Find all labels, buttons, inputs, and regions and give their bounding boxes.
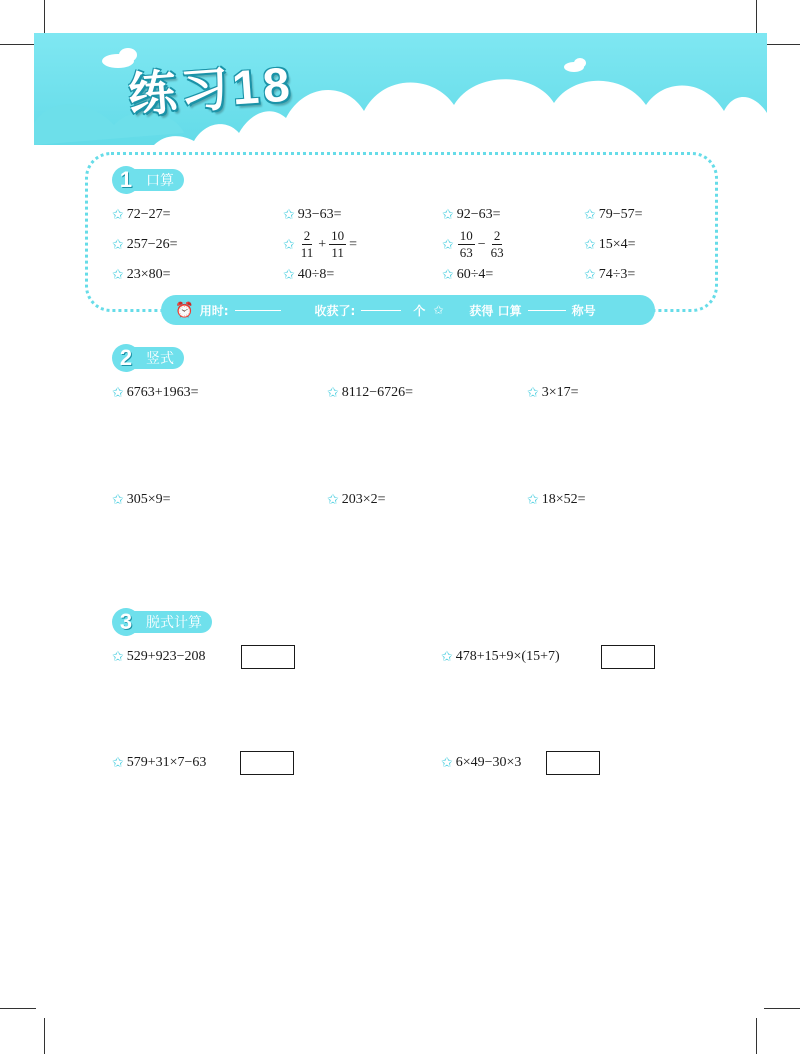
star-icon: ✩ bbox=[327, 492, 339, 508]
stepwise-calc-item: ✩ 6×49−30×3 bbox=[441, 755, 522, 771]
problem-item: ✩ 72−27= bbox=[112, 207, 171, 223]
fraction-problem: ✩ $\frac{10}{63}$ − $\frac{2}{63}$ bbox=[442, 228, 504, 260]
stepwise-calc-item: ✩ 529+923−208 bbox=[112, 649, 206, 665]
score-bar bbox=[161, 295, 655, 325]
section-2-tag bbox=[112, 345, 184, 371]
star-icon: ✩ bbox=[527, 385, 539, 401]
vertical-calc-item: ✩ 3×17= bbox=[527, 385, 579, 401]
harvest-blank[interactable] bbox=[361, 310, 401, 311]
vertical-calc-item: ✩ 6763+1963= bbox=[112, 385, 199, 401]
section-label: 竖式 bbox=[130, 347, 184, 369]
title-suffix: 称号 bbox=[571, 303, 596, 318]
star-icon: ✩ bbox=[442, 236, 454, 253]
fraction: $\frac{2}{63}$ bbox=[490, 228, 504, 260]
problem-item: ✩ 60÷4= bbox=[442, 267, 494, 283]
alarm-clock-icon: ⏰ bbox=[175, 301, 194, 319]
star-icon: ✩ bbox=[112, 649, 124, 665]
star-icon: ✩ bbox=[112, 207, 124, 223]
star-icon: ✩ bbox=[527, 492, 539, 508]
vertical-calc-item: ✩ 203×2= bbox=[327, 492, 386, 508]
star-icon: ✩ bbox=[283, 207, 295, 223]
vertical-calc-item: ✩ 305×9= bbox=[112, 492, 171, 508]
answer-box[interactable] bbox=[240, 751, 294, 775]
section-label: 脱式计算 bbox=[130, 611, 212, 633]
problem-item: ✩ 93−63= bbox=[283, 207, 342, 223]
section-label: 口算 bbox=[130, 169, 184, 191]
time-label: 用时: bbox=[199, 303, 229, 318]
answer-box[interactable] bbox=[241, 645, 295, 669]
stepwise-calc-item: ✩ 579+31×7−63 bbox=[112, 755, 207, 771]
problem-item: ✩ 74÷3= bbox=[584, 267, 636, 283]
award-label: 获得 口算 bbox=[469, 303, 522, 318]
stepwise-calc-item: ✩ 478+15+9×(15+7) bbox=[441, 649, 560, 665]
header-banner bbox=[34, 33, 767, 153]
problem-item: ✩ 15×4= bbox=[584, 237, 636, 253]
answer-box[interactable] bbox=[546, 751, 600, 775]
crop-mark bbox=[44, 1018, 45, 1054]
star-icon: ✩ bbox=[112, 385, 124, 401]
fraction: $\frac{10}{63}$ bbox=[459, 228, 473, 260]
problem-item: ✩ 257−26= bbox=[112, 237, 178, 253]
star-icon: ✩ bbox=[112, 237, 124, 253]
time-blank[interactable] bbox=[235, 310, 281, 311]
section-number: 2 bbox=[112, 344, 140, 372]
section-number: 1 bbox=[112, 166, 140, 194]
crop-mark bbox=[756, 1018, 757, 1054]
star-icon: ✩ bbox=[584, 207, 596, 223]
section-number: 3 bbox=[112, 608, 140, 636]
unit-label: 个 bbox=[413, 303, 426, 318]
vertical-calc-item: ✩ 18×52= bbox=[527, 492, 586, 508]
crop-mark bbox=[764, 1008, 800, 1009]
crop-mark bbox=[764, 44, 800, 45]
fraction-problem: ✩ $\frac{2}{11}$ + $\frac{10}{11}$ = bbox=[283, 228, 358, 260]
section-3-tag bbox=[112, 609, 212, 635]
star-icon: ✩ bbox=[112, 267, 124, 283]
problem-item: ✩ 23×80= bbox=[112, 267, 171, 283]
star-icon: ✩ bbox=[441, 649, 453, 665]
star-icon: ✩ bbox=[442, 207, 454, 223]
star-icon: ✩ bbox=[283, 236, 295, 253]
page-title: 练习18 bbox=[126, 58, 296, 123]
crop-mark bbox=[44, 0, 45, 36]
section-1-tag bbox=[112, 167, 184, 193]
problem-item: ✩ 40÷8= bbox=[283, 267, 335, 283]
star-icon: ✩ bbox=[112, 492, 124, 508]
problem-item: ✩ 79−57= bbox=[584, 207, 643, 223]
star-icon: ✩ bbox=[327, 385, 339, 401]
star-icon: ✩ bbox=[283, 267, 295, 283]
harvest-label: 收获了: bbox=[314, 303, 356, 318]
fraction: $\frac{10}{11}$ bbox=[331, 228, 345, 260]
answer-box[interactable] bbox=[601, 645, 655, 669]
award-blank[interactable] bbox=[528, 310, 566, 311]
crop-mark bbox=[0, 44, 36, 45]
star-icon: ✩ bbox=[433, 303, 444, 317]
star-icon: ✩ bbox=[441, 755, 453, 771]
star-icon: ✩ bbox=[442, 267, 454, 283]
fraction: $\frac{2}{11}$ bbox=[300, 228, 314, 260]
star-icon: ✩ bbox=[112, 755, 124, 771]
star-icon: ✩ bbox=[584, 267, 596, 283]
crop-mark bbox=[756, 0, 757, 36]
star-icon: ✩ bbox=[584, 237, 596, 253]
crop-mark bbox=[0, 1008, 36, 1009]
vertical-calc-item: ✩ 8112−6726= bbox=[327, 385, 414, 401]
problem-item: ✩ 92−63= bbox=[442, 207, 501, 223]
